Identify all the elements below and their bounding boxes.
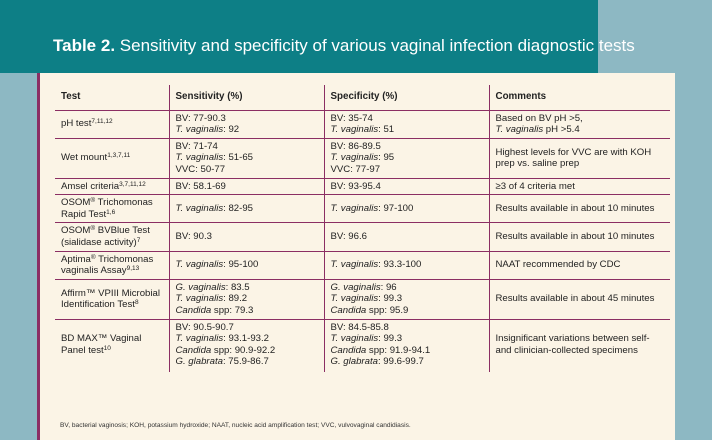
header-sensitivity: Sensitivity (%) xyxy=(169,85,324,110)
cell-test xyxy=(55,251,169,279)
cell-test xyxy=(55,138,169,178)
cell-text: : 99.3 xyxy=(378,293,403,305)
cell-line xyxy=(331,113,483,125)
cell-text: BV: 58.1-69 xyxy=(175,180,226,192)
cell-text: spp: 90.9-92.2 xyxy=(211,344,276,356)
cell-text: : 51 xyxy=(378,124,395,136)
cell-text: : 93.3-100 xyxy=(378,259,422,271)
cell-text: BD MAX™ Vaginal xyxy=(61,333,142,345)
cell-text: Candida xyxy=(175,344,212,356)
cell-text: : 95 xyxy=(378,152,395,164)
cell-line xyxy=(61,225,163,237)
cell-line xyxy=(61,181,163,193)
cell-text: : 92 xyxy=(223,124,240,136)
cell-line xyxy=(496,293,665,305)
cell-text: T. vaginalis xyxy=(330,152,379,164)
cell-specificity xyxy=(324,178,489,195)
cell-text: BV: 86-89.5 xyxy=(330,140,381,152)
cell-line xyxy=(176,113,318,125)
cell-text: Trichomonas xyxy=(95,253,154,265)
cell-text: Panel test xyxy=(61,344,104,356)
cell-text: OSOM xyxy=(61,225,91,237)
cell-line xyxy=(176,322,318,334)
cell-comments xyxy=(489,319,670,372)
table-footnote: BV, bacterial vaginosis; KOH, potassium hydroxide; NAAT, nucleic acid amplification test; VVC, vulvovaginal candidiasis. xyxy=(60,422,411,429)
reference-superscript: 7,11,12 xyxy=(91,118,113,126)
cell-text: : 96 xyxy=(380,281,397,293)
cell-line xyxy=(496,124,665,136)
cell-line xyxy=(176,333,318,345)
cell-line xyxy=(331,322,483,334)
cell-text: : 82-95 xyxy=(223,202,254,214)
table-row xyxy=(55,319,670,372)
cell-line xyxy=(176,164,318,176)
reference-superscript: ® xyxy=(90,253,96,261)
cell-comments xyxy=(489,251,670,279)
table-row xyxy=(55,138,670,178)
header-test: Test xyxy=(55,85,169,110)
cell-line xyxy=(496,345,665,357)
cell-specificity xyxy=(324,251,489,279)
reference-superscript: ® xyxy=(90,197,96,205)
cell-text: BVBlue Test xyxy=(95,225,150,237)
cell-comments xyxy=(489,138,670,178)
header-specificity: Specificity (%) xyxy=(324,85,489,110)
cell-text: : 51-65 xyxy=(223,152,254,164)
cell-line xyxy=(496,181,665,193)
cell-sensitivity xyxy=(169,319,324,372)
cell-line xyxy=(331,333,483,345)
cell-specificity xyxy=(324,195,489,223)
cell-test xyxy=(55,178,169,195)
cell-line xyxy=(496,259,665,271)
cell-specificity xyxy=(324,319,489,372)
cell-line xyxy=(176,305,318,317)
cell-text: BV: 84.5-85.8 xyxy=(330,321,389,333)
cell-text: Rapid Test xyxy=(61,208,107,220)
cell-sensitivity xyxy=(169,223,324,251)
table-title-prefix: Table 2. xyxy=(53,36,116,55)
cell-test xyxy=(55,319,169,372)
table-panel xyxy=(37,73,675,440)
cell-text: Wet mount xyxy=(61,152,108,164)
cell-sensitivity xyxy=(169,251,324,279)
cell-line xyxy=(331,305,483,317)
cell-test xyxy=(55,223,169,251)
cell-line xyxy=(331,164,483,176)
cell-line xyxy=(496,147,665,159)
cell-text: T. vaginalis xyxy=(330,202,379,214)
cell-specificity xyxy=(324,223,489,251)
table-header-row xyxy=(55,85,670,110)
cell-text: BV: 90.5-90.7 xyxy=(175,321,234,333)
cell-line xyxy=(496,231,665,243)
cell-text: prep vs. saline prep xyxy=(495,158,580,170)
cell-text: T. vaginalis xyxy=(330,124,379,136)
cell-line xyxy=(61,288,163,300)
cell-text: VVC: 77-97 xyxy=(330,163,381,175)
reference-superscript: ® xyxy=(90,225,96,233)
cell-text: T. vaginalis xyxy=(495,124,544,136)
reference-superscript: 9,13 xyxy=(126,265,140,273)
cell-line xyxy=(61,118,163,130)
cell-text: Results available in about 45 minutes xyxy=(495,293,655,305)
cell-line xyxy=(331,259,483,271)
cell-text: T. vaginalis xyxy=(330,259,379,271)
cell-text: Results available in about 10 minutes xyxy=(495,202,655,214)
cell-text: : 83.5 xyxy=(225,281,250,293)
cell-test xyxy=(55,110,169,138)
table-body xyxy=(55,110,670,372)
cell-text: pH test xyxy=(61,118,92,130)
cell-sensitivity xyxy=(169,279,324,319)
cell-text: OSOM xyxy=(61,197,91,209)
table-title xyxy=(53,36,635,56)
cell-text: T. vaginalis xyxy=(175,202,224,214)
table-row xyxy=(55,223,670,251)
reference-superscript: 1,3,7,11 xyxy=(107,152,131,160)
diagnostic-tests-table xyxy=(55,85,670,372)
cell-text: G. glabrata xyxy=(175,356,223,368)
cell-sensitivity xyxy=(169,178,324,195)
cell-line xyxy=(176,231,318,243)
cell-specificity xyxy=(324,138,489,178)
cell-text: spp: 79.3 xyxy=(211,304,254,316)
cell-text: Trichomonas xyxy=(95,197,153,209)
cell-line xyxy=(331,203,483,215)
cell-text: T. vaginalis xyxy=(175,293,224,305)
cell-line xyxy=(331,152,483,164)
cell-line xyxy=(176,293,318,305)
cell-text: G. glabrata xyxy=(330,356,378,368)
cell-text: BV: 35-74 xyxy=(330,112,373,124)
cell-specificity xyxy=(324,110,489,138)
cell-comments xyxy=(489,110,670,138)
cell-text: Insignificant variations between self- xyxy=(495,333,650,345)
table-row xyxy=(55,251,670,279)
cell-line xyxy=(61,152,163,164)
cell-text: BV: 96.6 xyxy=(330,231,367,243)
cell-line xyxy=(176,141,318,153)
cell-line xyxy=(61,345,163,357)
cell-text: G. vaginalis xyxy=(330,281,381,293)
cell-line xyxy=(61,209,163,221)
cell-text: BV: 90.3 xyxy=(175,231,212,243)
cell-text: spp: 91.9-94.1 xyxy=(366,344,431,356)
table-row xyxy=(55,279,670,319)
header-comments: Comments xyxy=(489,85,670,110)
cell-text: spp: 95.9 xyxy=(366,304,409,316)
cell-text: (sialidase activity) xyxy=(61,236,137,248)
cell-text: : 97-100 xyxy=(378,202,414,214)
cell-text: BV: 77-90.3 xyxy=(175,112,226,124)
cell-sensitivity xyxy=(169,195,324,223)
cell-text: Identification Test xyxy=(61,299,135,311)
cell-text: Affirm™ VPIII Microbial xyxy=(61,287,160,299)
cell-text: T. vaginalis xyxy=(175,124,224,136)
cell-text: T. vaginalis xyxy=(175,259,224,271)
cell-line xyxy=(61,237,163,249)
cell-text: BV: 93-95.4 xyxy=(330,180,381,192)
cell-line xyxy=(176,282,318,294)
reference-superscript: 10 xyxy=(103,344,111,352)
cell-line xyxy=(331,356,483,368)
cell-specificity xyxy=(324,279,489,319)
reference-superscript: 3,7,11,12 xyxy=(119,180,146,188)
cell-line xyxy=(61,254,163,266)
cell-text: : 75.9-86.7 xyxy=(222,356,269,368)
cell-line xyxy=(176,259,318,271)
cell-comments xyxy=(489,223,670,251)
cell-line xyxy=(176,181,318,193)
cell-test xyxy=(55,279,169,319)
cell-text: Results available in about 10 minutes xyxy=(495,231,655,243)
cell-text: pH >5.4 xyxy=(543,124,580,136)
cell-line xyxy=(331,293,483,305)
cell-test xyxy=(55,195,169,223)
cell-text: : 89.2 xyxy=(223,293,248,305)
reference-superscript: 7 xyxy=(136,236,141,244)
cell-text: Aptima xyxy=(61,253,91,265)
cell-text: ≥3 of 4 criteria met xyxy=(495,180,575,192)
cell-text: : 99.3 xyxy=(378,333,403,345)
cell-text: Highest levels for VVC are with KOH xyxy=(495,146,652,158)
cell-line xyxy=(176,124,318,136)
cell-text: T. vaginalis xyxy=(175,152,224,164)
reference-superscript: 1,6 xyxy=(106,208,116,216)
cell-line xyxy=(331,345,483,357)
cell-line xyxy=(331,231,483,243)
cell-line xyxy=(176,203,318,215)
cell-text: Based on BV pH >5, xyxy=(495,112,583,124)
cell-text: T. vaginalis xyxy=(330,333,379,345)
table-row xyxy=(55,178,670,195)
cell-line xyxy=(496,158,665,170)
cell-text: vaginalis Assay xyxy=(61,265,127,277)
cell-line xyxy=(176,152,318,164)
cell-sensitivity xyxy=(169,110,324,138)
cell-line xyxy=(331,124,483,136)
cell-text: NAAT recommended by CDC xyxy=(495,259,621,271)
reference-superscript: 8 xyxy=(134,299,139,307)
cell-line xyxy=(331,282,483,294)
table-row xyxy=(55,110,670,138)
cell-line xyxy=(331,141,483,153)
cell-line xyxy=(61,333,163,345)
cell-text: T. vaginalis xyxy=(175,333,224,345)
cell-comments xyxy=(489,178,670,195)
cell-line xyxy=(61,299,163,311)
cell-text: Amsel criteria xyxy=(61,180,120,192)
cell-comments xyxy=(489,279,670,319)
cell-line xyxy=(496,113,665,125)
cell-text: : 93.1-93.2 xyxy=(223,333,270,345)
cell-text: : 95-100 xyxy=(223,259,259,271)
cell-line xyxy=(496,333,665,345)
cell-line xyxy=(61,197,163,209)
cell-text: : 99.6-99.7 xyxy=(377,356,424,368)
cell-text: and clinician-collected specimens xyxy=(495,344,638,356)
cell-line xyxy=(176,345,318,357)
cell-sensitivity xyxy=(169,138,324,178)
cell-text: Candida xyxy=(330,344,367,356)
table-title-text: Sensitivity and specificity of various vaginal infection diagnostic tests xyxy=(115,36,635,55)
cell-text: BV: 71-74 xyxy=(175,140,218,152)
cell-line xyxy=(61,265,163,277)
cell-comments xyxy=(489,195,670,223)
cell-line xyxy=(496,203,665,215)
cell-line xyxy=(176,356,318,368)
table-row xyxy=(55,195,670,223)
cell-text: G. vaginalis xyxy=(175,281,226,293)
cell-line xyxy=(331,181,483,193)
cell-text: T. vaginalis xyxy=(330,293,379,305)
cell-text: VVC: 50-77 xyxy=(175,163,226,175)
cell-text: Candida xyxy=(330,304,367,316)
cell-text: Candida xyxy=(175,304,212,316)
